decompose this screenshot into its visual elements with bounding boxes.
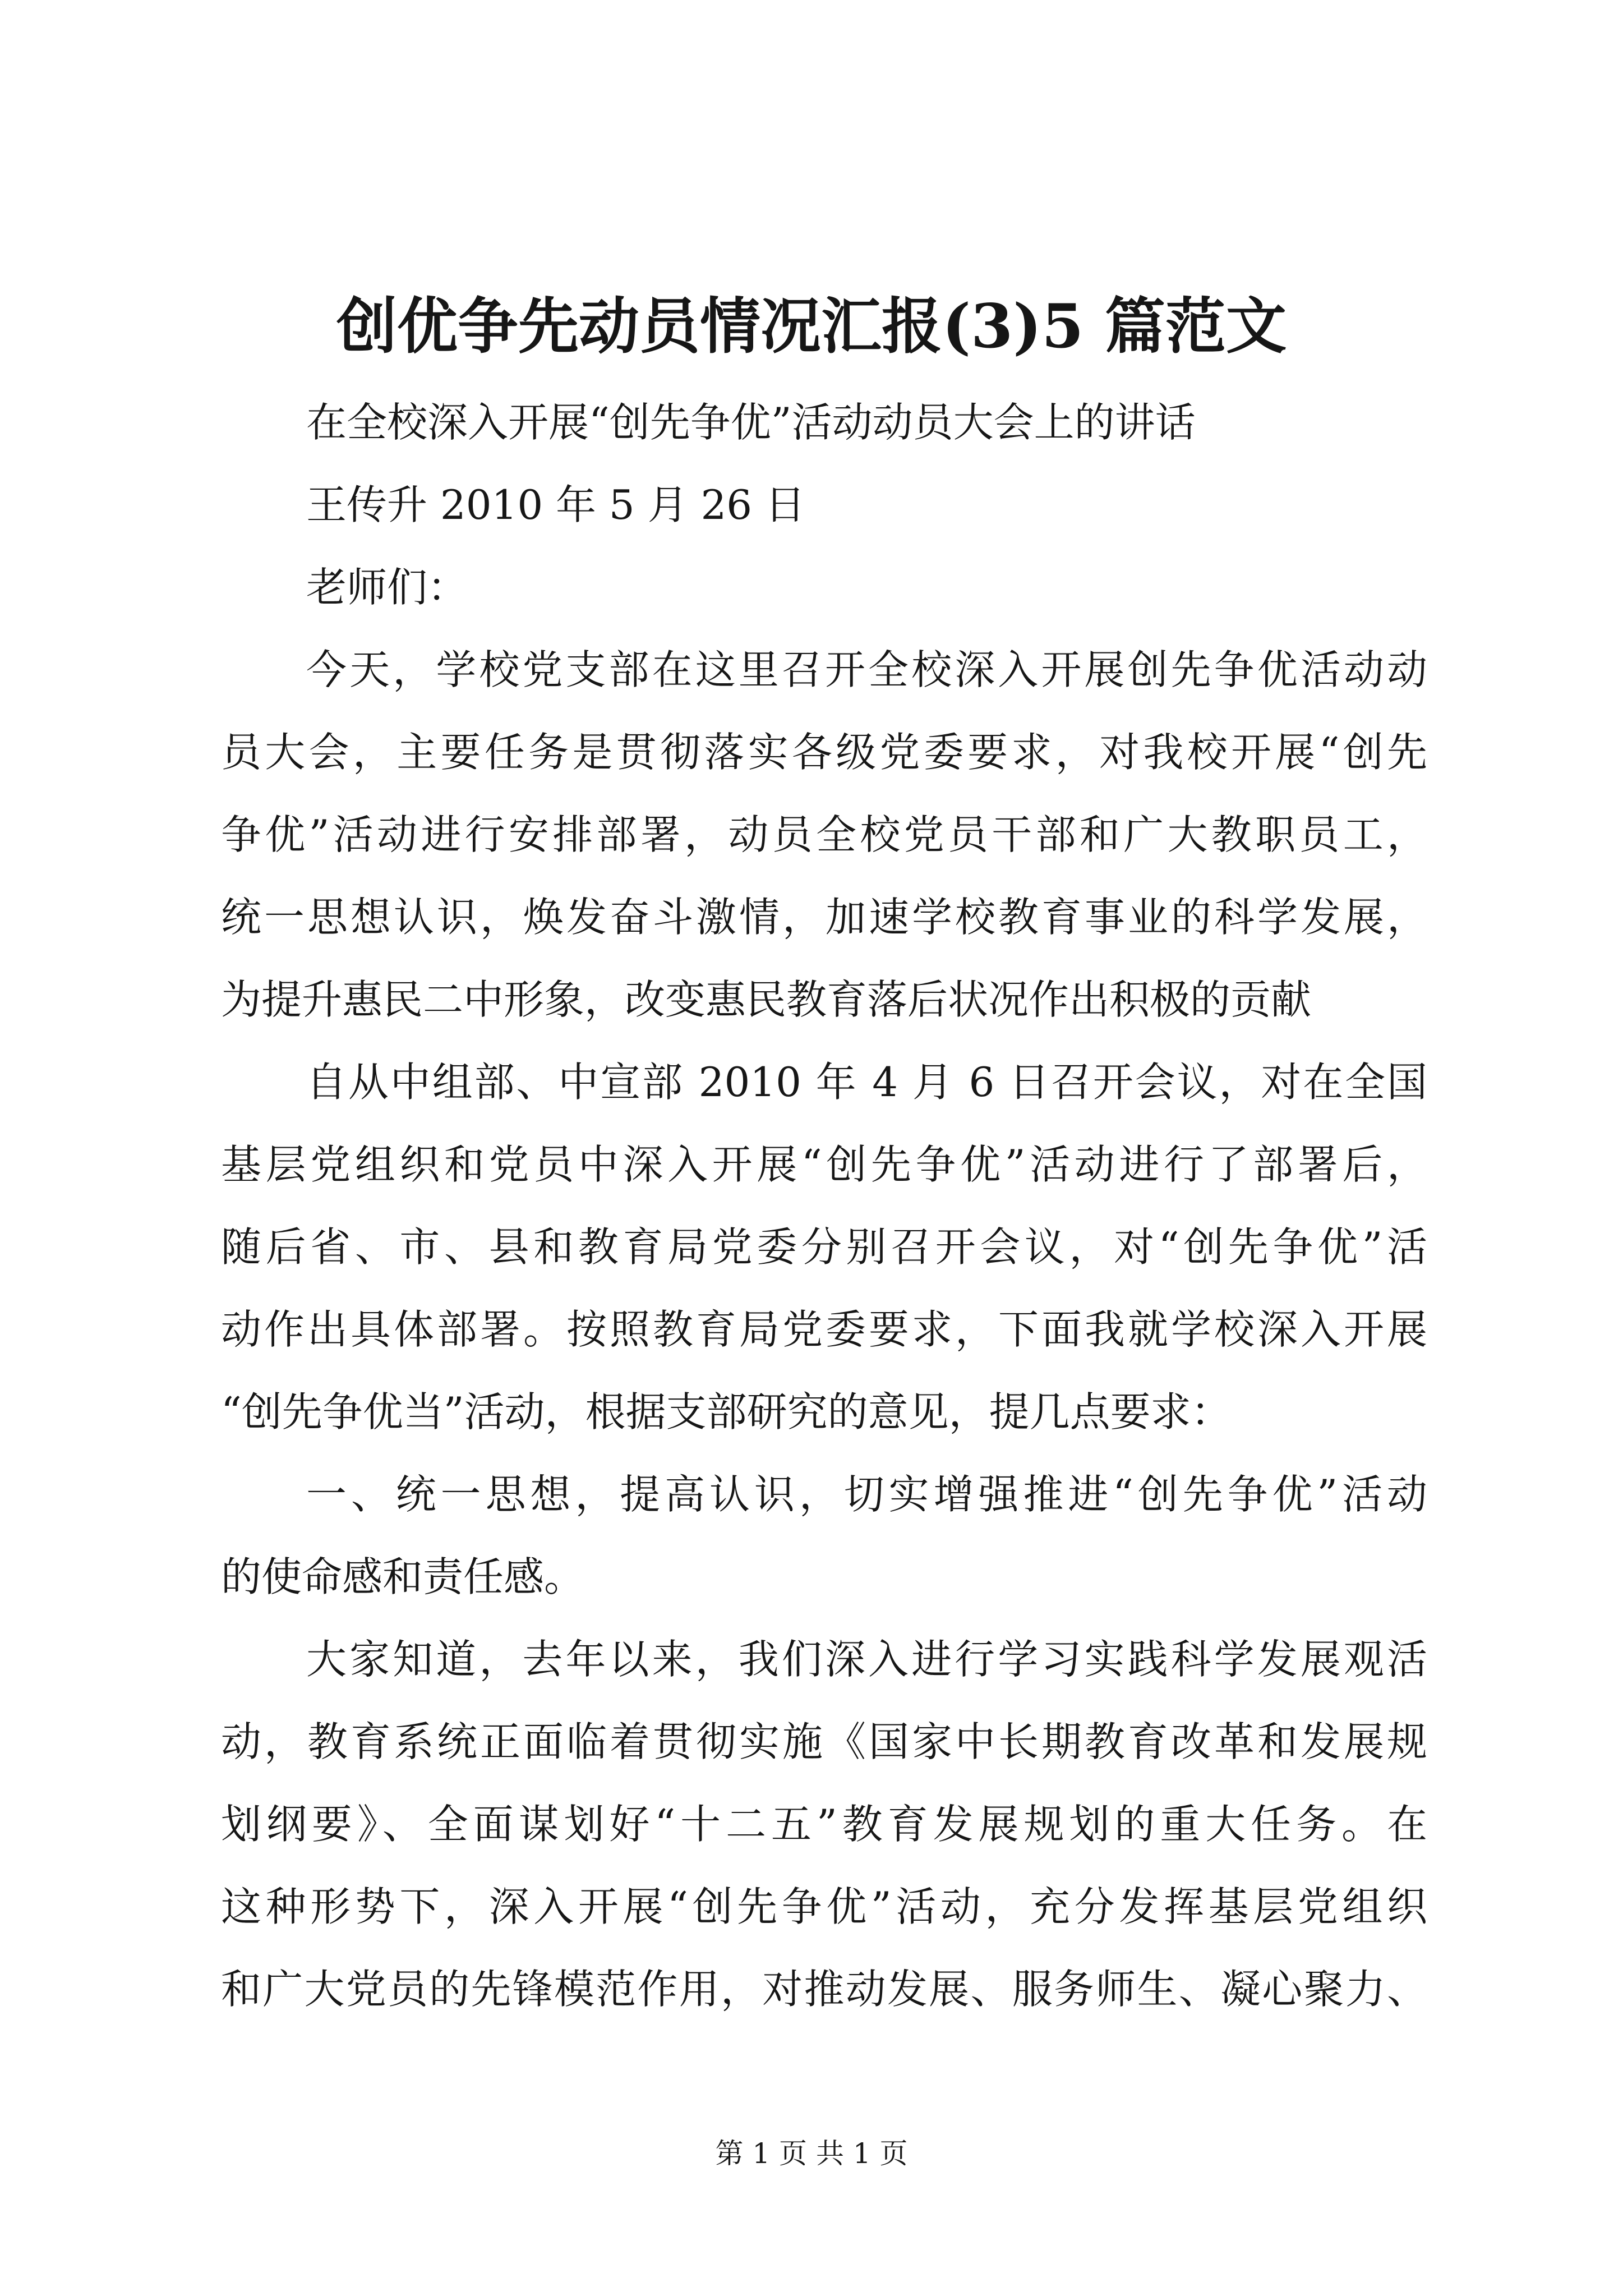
paragraph-line: 为提升惠民二中形象，改变惠民教育落后状况作出积极的贡献 [221,976,1312,1023]
document-title: 创优争先动员情况汇报(3)5 篇范文 [336,291,1287,362]
paragraph [221,629,1427,1041]
section-heading-line: 一、统一思想，提高认识，切实增强推进“创先争优”活动 [306,1471,1427,1518]
paragraph [221,1618,1427,2031]
paragraph-line: 争优”活动进行安排部署，动员全校党员干部和广大教职员工， [221,811,1427,858]
paragraph-line: 这种形势下，深入开展“创先争优”活动，充分发挥基层党组织 [221,1883,1427,1930]
salutation: 老师们： [306,564,468,611]
paragraph-line: 今天，学校党支部在这里召开全校深入开展创先争优活动动 [306,646,1427,693]
paragraph-line: 统一思想认识，焕发奋斗激情，加速学校教育事业的科学发展， [221,894,1427,941]
paragraph-line: “创先争优当”活动，根据支部研究的意见，提几点要求： [221,1388,1232,1435]
paragraph-line: 和广大党员的先锋模范作用，对推动发展、服务师生、凝心聚力、 [221,1966,1427,2013]
paragraph-line: 自从中组部、中宣部 2010 年 4 月 6 日召开会议，对在全国 [306,1059,1427,1106]
page-footer: 第 1 页 共 1 页 [715,2137,908,2170]
paragraph-line: 大家知道，去年以来，我们深入进行学习实践科学发展观活 [306,1636,1427,1683]
speech-heading: 在全校深入开展“创先争优”活动动员大会上的讲话 [306,399,1196,446]
paragraph-line: 员大会，主要任务是贯彻落实各级党委要求，对我校开展“创先 [221,729,1427,776]
paragraph-line: 划纲要》、全面谋划好“十二五”教育发展规划的重大任务。在 [221,1801,1427,1848]
paragraph-line: 随后省、市、县和教育局党委分别召开会议，对“创先争优”活 [221,1223,1427,1271]
paragraph-line: 动作出具体部署。按照教育局党委要求，下面我就学校深入开展 [221,1306,1427,1353]
speaker-date-line: 王传升 2010 年 5 月 26 日 [306,481,805,528]
paragraph [221,1041,1427,1453]
paragraph-line: 基层党组织和党员中深入开展“创先争优”活动进行了部署后， [221,1141,1427,1188]
document-body [221,381,1427,2031]
section-heading-line: 的使命感和责任感。 [221,1553,585,1600]
paragraph [221,1453,1427,1618]
paragraph-line: 动，教育系统正面临着贯彻实施《国家中长期教育改革和发展规 [221,1718,1427,1765]
